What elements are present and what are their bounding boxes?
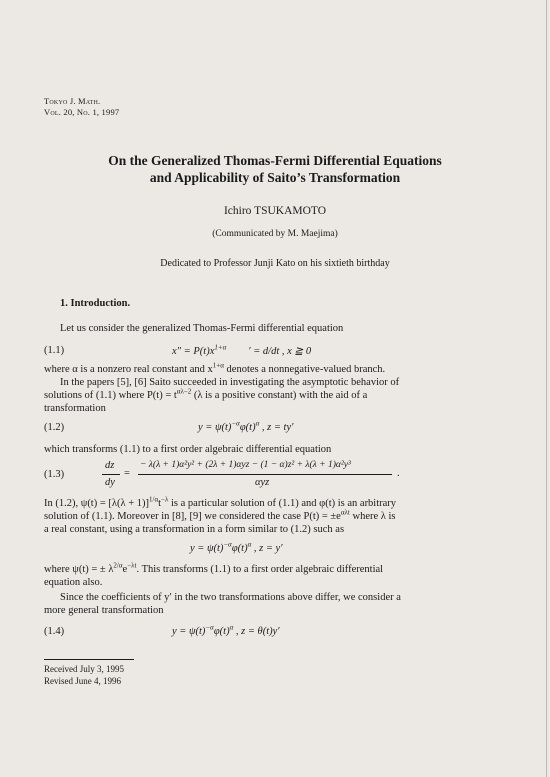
paper-title-line-1: On the Generalized Thomas-Fermi Differential Equations: [108, 153, 442, 168]
text-span: solution of (1.1). Moreover in [8], [9] we considered the case P(t) = ±e: [44, 511, 341, 522]
text-exponent: −λ: [161, 495, 169, 504]
equation-number: (1.1): [44, 345, 65, 356]
paragraph-line: equation also.: [44, 577, 103, 588]
equation-unnumbered: [190, 540, 283, 554]
eq-part: φ(t): [231, 543, 248, 554]
communicated-by: (Communicated by M. Maejima): [212, 229, 338, 239]
text-exponent: 2/α: [113, 561, 123, 570]
revised-date: Revised June 4, 1996: [44, 676, 121, 686]
journal-name: Tokyo J. Math.: [44, 96, 101, 106]
text-span: denotes a nonnegative-valued branch.: [223, 364, 386, 375]
journal-volume: Vol. 20, No. 1, 1997: [44, 107, 120, 117]
paragraph-line: Since the coefficients of y′ in the two transformations above differ, we consider a: [60, 592, 401, 603]
fraction-line: [138, 474, 392, 475]
eq-part: y = ψ(t): [198, 422, 232, 433]
text-span: is a particular solution of (1.1) and φ(t) is an arbitrary: [168, 498, 397, 509]
equation-1-1: [172, 345, 311, 357]
paragraph-line: [44, 389, 367, 402]
text-span: where α is a nonzero real constant and x: [44, 364, 213, 375]
paragraph-line: [44, 563, 383, 576]
equation-number: (1.4): [44, 626, 65, 637]
fraction-line: [102, 474, 120, 475]
eq-part: y = ψ(t): [190, 543, 224, 554]
eq-exponent: −α: [223, 540, 232, 549]
text-span: t: [158, 498, 162, 509]
text-span: (λ is a positive constant) with the aid of a: [191, 390, 368, 401]
text-exponent: 1+α: [212, 361, 224, 370]
paragraph-line: In the papers [5], [6] Saito succeeded in investigating the asymptotic behavior of: [60, 377, 400, 388]
eq-exponent: 1+α: [214, 343, 227, 352]
text-span: In (1.2), ψ(t) = [λ(λ + 1)]: [44, 498, 149, 509]
journal-header: [44, 96, 119, 118]
text-span: where ψ(t) = ± λ: [44, 564, 114, 575]
eq-lhs-numerator: dz: [105, 460, 115, 471]
eq-exponent: α: [229, 623, 234, 632]
text-exponent: αλ−2: [176, 387, 192, 396]
eq-lhs-denominator: dy: [105, 477, 115, 488]
paragraph-line: Let us consider the generalized Thomas-Fermi differential equation: [60, 323, 344, 334]
eq-part: , z = θ(t)y′: [233, 626, 280, 637]
eq-exponent: −α: [205, 623, 214, 632]
author-name: Ichiro TSUKAMOTO: [223, 205, 327, 217]
eq-part: , z = y′: [251, 543, 283, 554]
eq-exponent: α: [247, 540, 252, 549]
equation-1-2: [198, 419, 294, 433]
eq-period: .: [397, 468, 400, 479]
paragraph-line: [44, 510, 396, 523]
text-span: where λ is: [349, 511, 396, 522]
eq-rhs-numerator: − λ(λ + 1)α²y² + (2λ + 1)αyz − (1 − α)z² + λ(λ + 1)α²y³: [140, 460, 351, 470]
text-exponent: −λt: [127, 561, 137, 570]
paragraph-line: a real constant, using a transformation in a form similar to (1.2) such as: [44, 524, 345, 535]
paragraph-line: transformation: [44, 403, 106, 414]
section-heading: 1. Introduction.: [60, 298, 131, 309]
dedication: Dedicated to Professor Junji Kato on his sixtieth birthday: [160, 258, 390, 269]
eq-part: , z = ty′: [259, 422, 294, 433]
equation-number: (1.2): [44, 422, 65, 433]
equation-1-4: [172, 623, 280, 637]
eq-exponent: α: [255, 419, 260, 428]
eq-part: ′ = d/dt , x ≧ 0: [248, 346, 312, 357]
paragraph-line: which transforms (1.1) to a first order algebraic differential equation: [44, 444, 332, 455]
received-date: Received July 3, 1995: [44, 664, 124, 674]
eq-part: φ(t): [213, 626, 230, 637]
eq-equals: =: [124, 468, 130, 479]
text-span: e: [122, 564, 128, 575]
paragraph-line: [44, 363, 385, 376]
page-edge-line: [546, 0, 547, 777]
equation-number: (1.3): [44, 469, 65, 480]
eq-part: y = ψ(t): [172, 626, 206, 637]
footnote-rule: [44, 659, 134, 660]
eq-part: φ(t): [239, 422, 256, 433]
text-exponent: αλt: [340, 508, 350, 517]
text-span: solutions of (1.1) where P(t) = t: [44, 390, 177, 401]
eq-rhs-denominator: αyz: [255, 477, 270, 488]
text-exponent: 1/α: [149, 495, 159, 504]
eq-exponent: −α: [231, 419, 240, 428]
paper-title-line-2: and Applicability of Saito’s Transformation: [149, 170, 401, 185]
eq-part: x″ = P(t)x: [172, 346, 215, 357]
text-span: . This transforms (1.1) to a first order algebraic differential: [136, 564, 384, 575]
paragraph-line: more general transformation: [44, 605, 164, 616]
